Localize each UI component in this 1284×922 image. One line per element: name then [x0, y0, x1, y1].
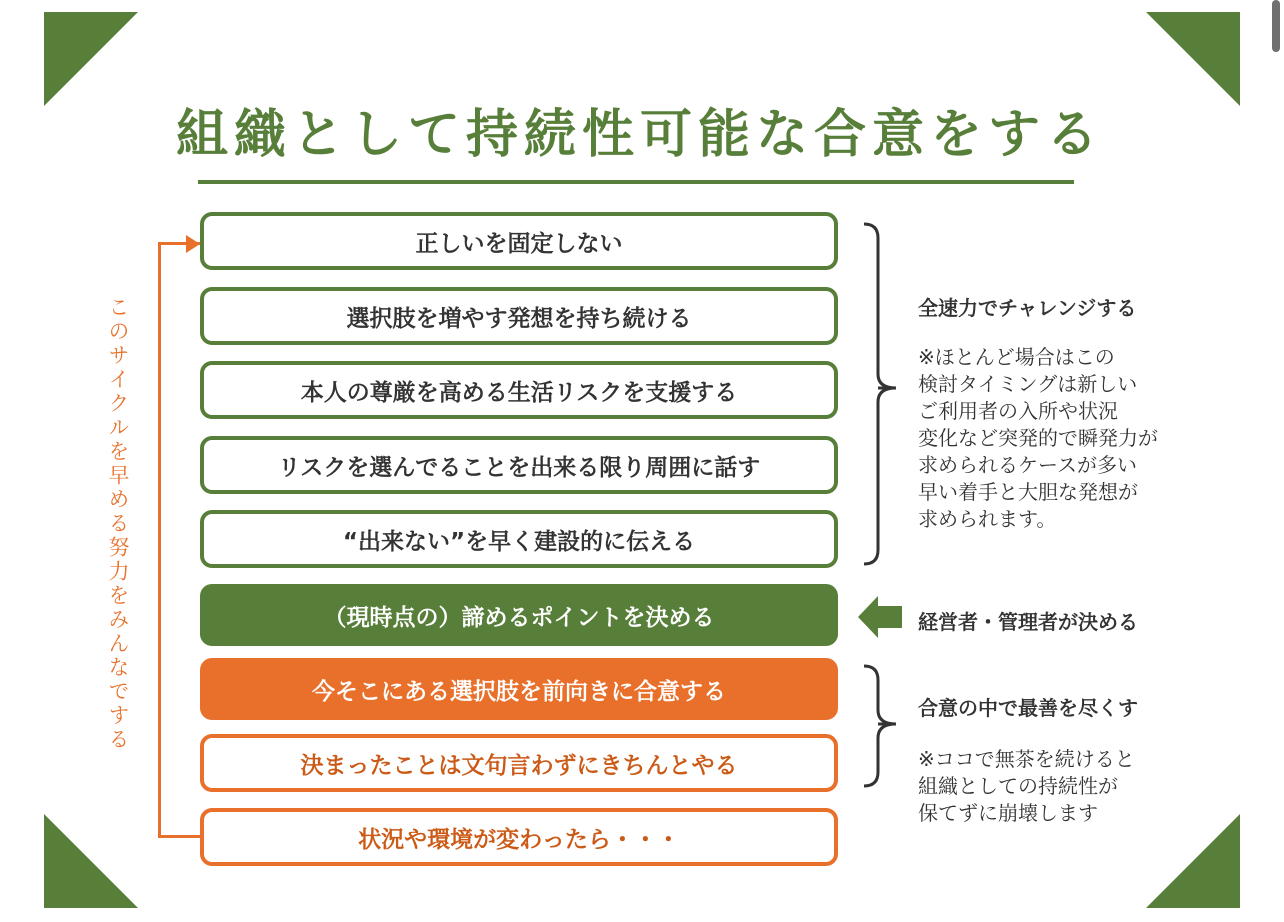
note-line: 保てずに崩壊します [918, 801, 1098, 825]
group-note-best [918, 746, 1135, 827]
corner-triangle-top-right [1146, 12, 1240, 106]
slide-title: 組織として持続性可能な合意をする [175, 105, 1104, 165]
group-heading-challenge: 全速力でチャレンジする [918, 296, 1137, 320]
note-line: 組織としての持続性が [918, 774, 1118, 798]
group-note-challenge [918, 344, 1158, 533]
step-box-1: 正しいを固定しない [200, 212, 838, 270]
step-box-decision: （現時点の）諦めるポイントを決める [200, 584, 838, 646]
title-underline [198, 180, 1074, 184]
step-box-2: 選択肢を増やす発想を持ち続ける [200, 287, 838, 345]
scrollbar-thumb[interactable] [1272, 0, 1280, 52]
step-box-3: 本人の尊厳を高める生活リスクを支援する [200, 361, 838, 419]
note-line: 早い着手と大胆な発想が [918, 480, 1138, 504]
cycle-label: このサイクルを早める努力をみんなでする [106, 296, 130, 752]
corner-triangle-top-left [44, 12, 138, 106]
group-heading-management: 経営者・管理者が決める [918, 610, 1138, 634]
corner-triangle-bottom-right [1146, 814, 1240, 908]
cycle-loop-line [158, 242, 200, 838]
note-line: 変化など突発的で瞬発力が [918, 426, 1158, 450]
step-box-5: “出来ない”を早く建設的に伝える [200, 510, 838, 568]
step-box-change: 状況や環境が変わったら・・・ [200, 808, 838, 866]
step-box-4: リスクを選んでることを出来る限り周囲に話す [200, 436, 838, 494]
note-line: ※ほとんど場合はこの [918, 345, 1115, 369]
group-heading-best: 合意の中で最善を尽くす [918, 696, 1138, 720]
left-arrow-icon [858, 594, 904, 640]
corner-triangle-bottom-left [44, 814, 138, 908]
note-line: 検討タイミングは新しい [918, 372, 1138, 396]
note-line: 求められます。 [918, 507, 1057, 531]
bracket-challenge [862, 222, 906, 566]
note-line: ご利用者の入所や状況 [918, 399, 1118, 423]
step-box-execute: 決まったことは文句言わずにきちんとやる [200, 734, 838, 792]
note-line: 求められるケースが多い [918, 453, 1137, 477]
note-line: ※ココで無茶を続けると [918, 747, 1135, 771]
step-box-agree: 今そこにある選択肢を前向きに合意する [200, 658, 838, 720]
cycle-arrow-head [186, 235, 200, 253]
bracket-best [862, 664, 906, 788]
